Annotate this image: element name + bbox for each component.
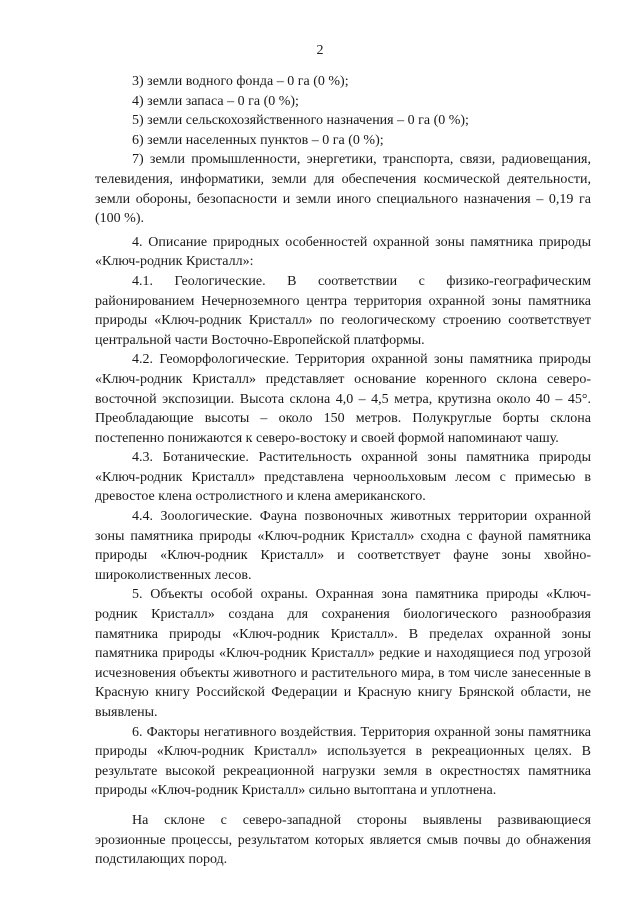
land-item-6: 6) земли населенных пунктов – 0 га (0 %); (132, 132, 384, 148)
section-6-negative-factors: 6. Факторы негативного воздействия. Территория охранной зоны памятника природы «Ключ-родник Кристалл» используется в рекреационных целях. В результате высокой рекреационной нагрузки земля в окрестностях памятника природы «Ключ-родник Кристалл» сильно вытоптана и уплотнена. (95, 724, 591, 799)
section-6-erosion-note: На склоне с северо-западной стороны выявлены развивающиеся эрозионные процессы, результатом которых является смыв почвы до обнажения подстилающих пород. (95, 812, 591, 868)
land-item-7: 7) земли промышленности, энергетики, транспорта, связи, радиовещания, телевидения, информатики, земли для обеспечения космической деятельности, земли обороны, безопасности и земли иного специального назначения – 0,19 га (100 %). (95, 152, 591, 227)
section-4-heading: 4. Описание природных особенностей охранной зоны памятника природы «Ключ-родник Кристалл»: (95, 234, 591, 270)
land-item-5: 5) земли сельскохозяйственного назначения – 0 га (0 %); (132, 113, 469, 129)
land-item-4: 4) земли запаса – 0 га (0 %); (132, 93, 299, 109)
section-5-protected-objects: 5. Объекты особой охраны. Охранная зона памятника природы «Ключ-родник Кристалл» создана для сохранения биологического разнообразия памятника природы «Ключ-родник Кристалл». В пределах охранной зоны памятника природы «Ключ-родник Кристалл» редкие и находящиеся под угрозой исчезновения объекты животного и растительного мира, в том числе занесенные в Красную книгу Российской Федерации и Красную книгу Брянской области, не выявлены. (95, 587, 591, 720)
land-item-3: 3) земли водного фонда – 0 га (0 %); (132, 74, 349, 89)
section-4-3-botanical: 4.3. Ботанические. Растительность охранной зоны памятника природы «Ключ-родник Кристалл» представлена черноольховым лесом с примесью в древостое клена остролистного и клена американского. (95, 450, 591, 505)
section-4-4-zoological: 4.4. Зоологические. Фауна позвоночных животных территории охранной зоны памятника природы «Ключ-родник Кристалл» сходна с фауной памятника природы «Ключ-родник Кристалл» и соответствует фауне зоны хвойно-широколиственных лесов. (95, 509, 591, 583)
section-4-2-geomorphological: 4.2. Геоморфологические. Территория охранной зоны памятника природы «Ключ-родник Кристалл» представляет основание коренного склона северо-восточной экспозиции. Высота склона 4,0 – 4,5 метра, крутизна около 40 – 45°. Преобладающие высоты – около 150 метров. Полукруглые борты склона постепенно понижаются к северо-востоку и своей формой напоминают чашу. (95, 352, 591, 446)
page-number: 2 (316, 43, 324, 58)
section-4-1-geological: 4.1. Геологические. В соответствии с физико-географическим районированием Нечерноземного центра территория охранной зоны памятника природы «Ключ-родник Кристалл» по геологическому строению соответствует центральной части Восточно-Европейской платформы. (95, 273, 591, 348)
document-body (95, 72, 591, 870)
